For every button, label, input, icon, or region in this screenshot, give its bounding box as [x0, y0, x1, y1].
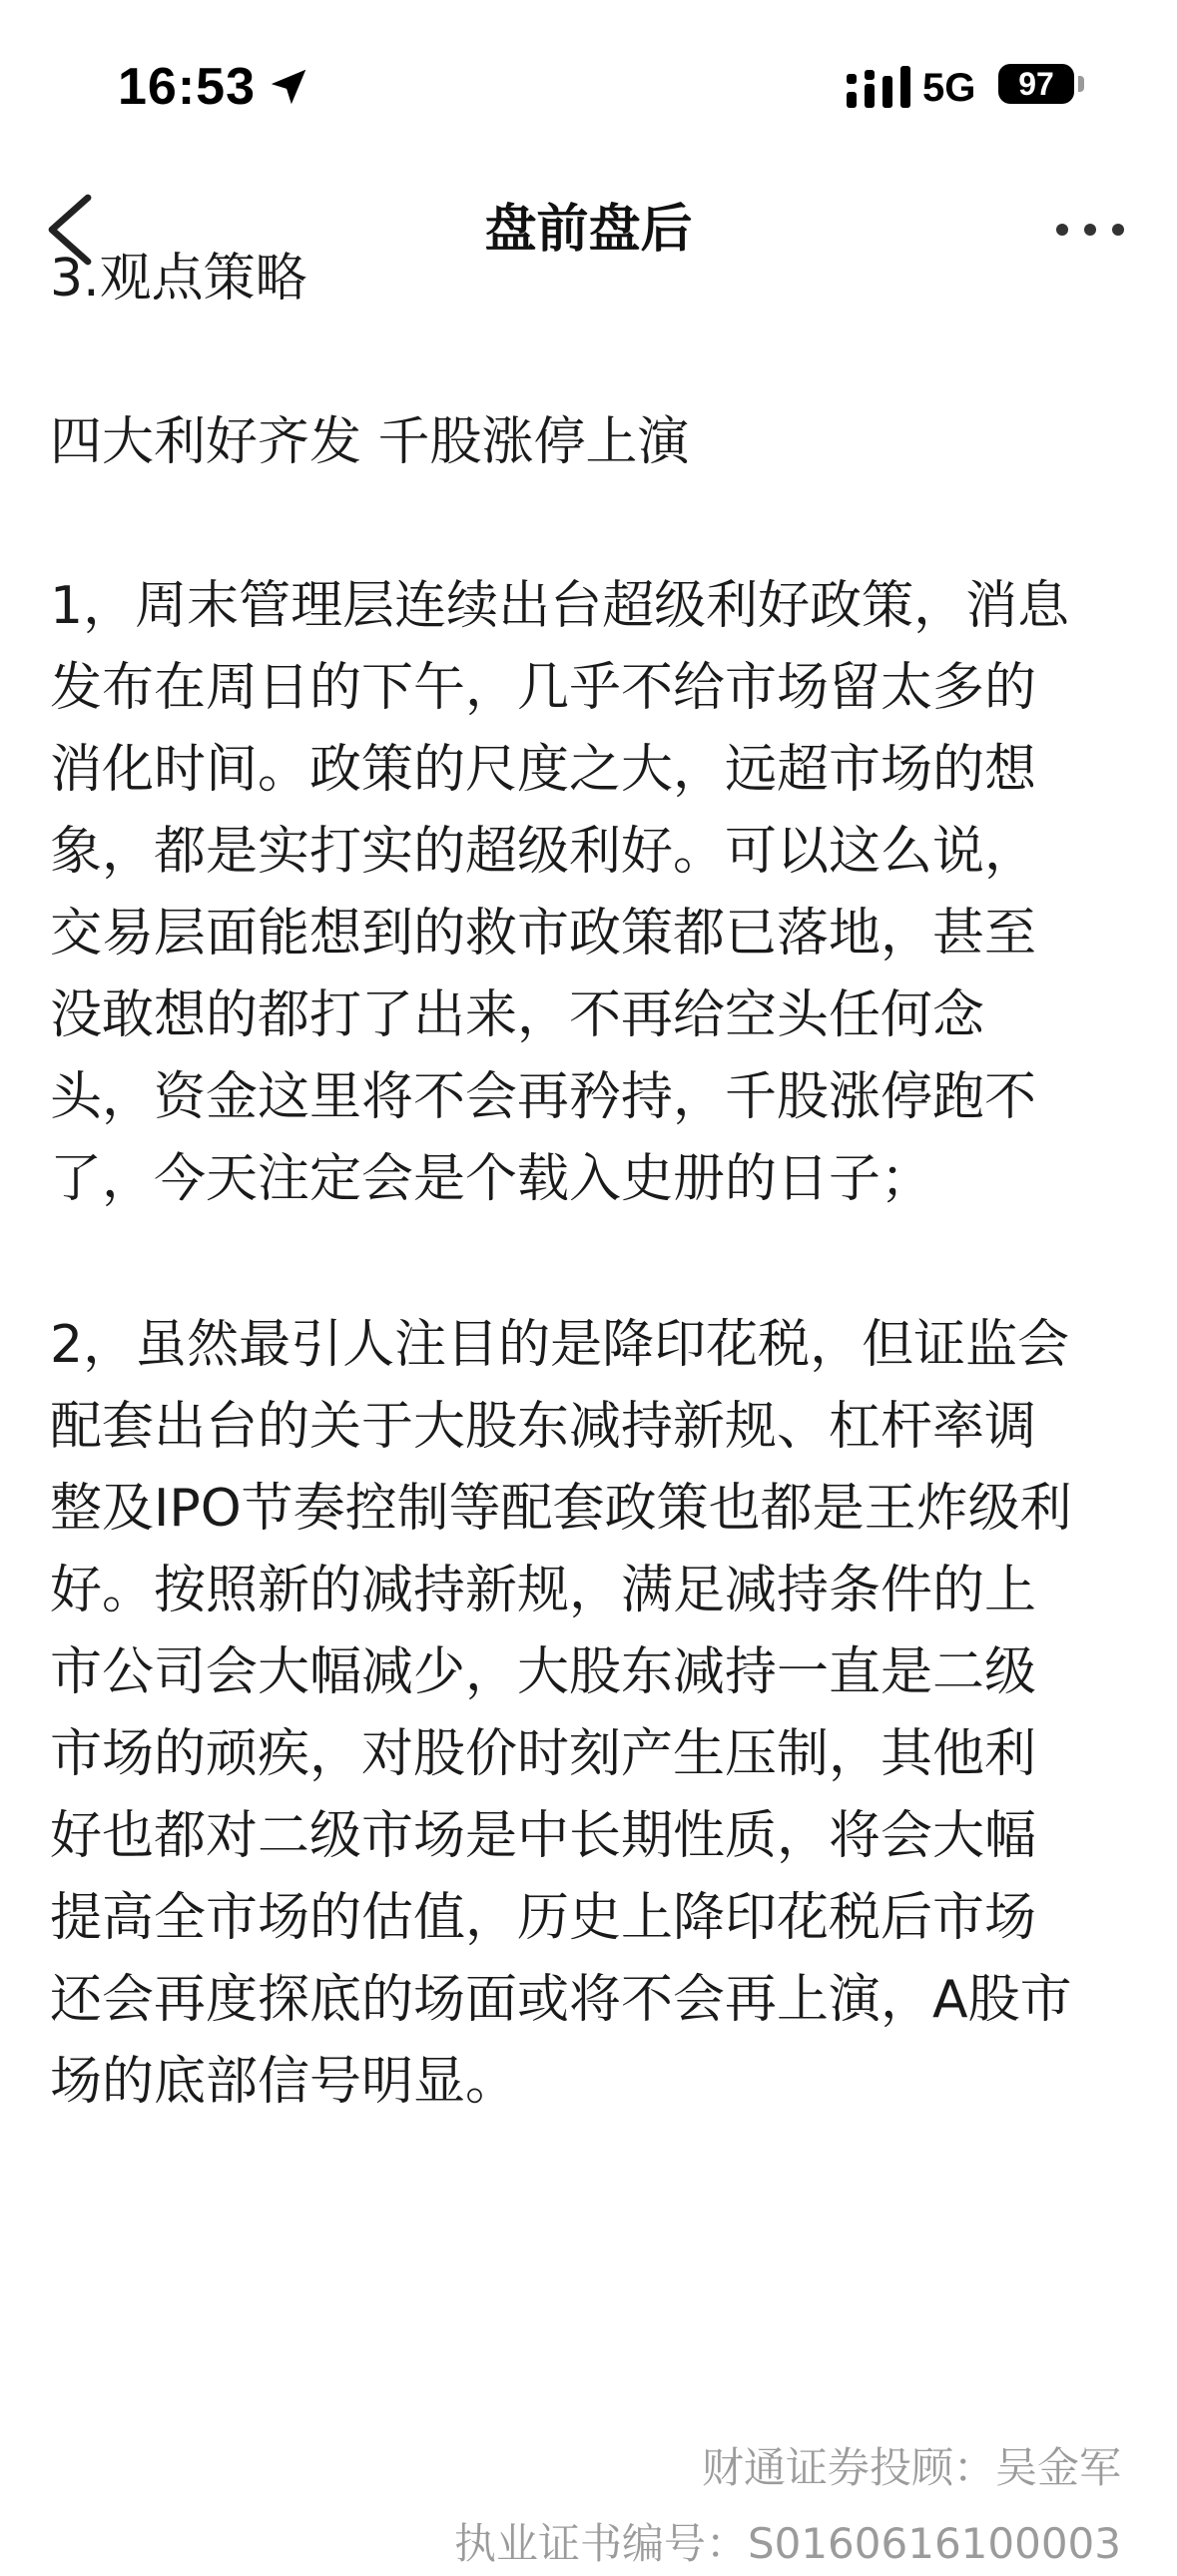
paragraph-line: 好也都对二级市场是中长期性质，将会大幅: [50, 1806, 1037, 1866]
paragraph-line: 好。按照新的减持新规，满足减持条件的上: [50, 1561, 1037, 1620]
paragraph-line: 还会再度探底的场面或将不会再上演，A股市: [50, 1970, 1072, 2030]
paragraph-line: 象，都是实打实的超级利好。可以这么说，: [50, 822, 1037, 882]
paragraph-line: 消化时间。政策的尺度之大，远超市场的想: [50, 740, 1037, 800]
paragraph-line: 没敢想的都打了出来，不再给空头任何念: [50, 985, 985, 1045]
paragraph-line: 整及IPO节奏控制等配套政策也都是王炸级利: [50, 1479, 1072, 1539]
paragraph-line: 市场的顽疾，对股价时刻产生压制，其他利: [50, 1724, 1037, 1784]
location-arrow-icon: [266, 64, 311, 110]
paragraph-line: 头，资金这里将不会再矜持，千股涨停跑不: [50, 1067, 1037, 1127]
battery-tip: [1078, 76, 1084, 92]
signal-icon: [847, 66, 910, 108]
article-body[interactable]: [0, 249, 1177, 2568]
paragraph-line: 市公司会大幅减少，大股东减持一直是二级: [50, 1642, 1037, 1702]
paragraph-line: 2，虽然最引人注目的是降印花税，但证监会: [50, 1315, 1070, 1375]
advisor-credit: 财通证券投顾：吴金军: [701, 2443, 1121, 2492]
page-title: 盘前盘后: [484, 200, 693, 260]
status-time: 16:53: [118, 58, 256, 116]
paragraph-line: 提高全市场的估值，历史上降印花税后市场: [50, 1888, 1037, 1948]
status-bar: [0, 0, 1177, 170]
battery-icon: 97: [998, 64, 1074, 104]
article-headline: 四大利好齐发 千股涨停上演: [50, 412, 690, 472]
license-number: 执业证书编号：S0160616100003: [453, 2519, 1121, 2568]
paragraph-line: 场的底部信号明显。: [50, 2052, 518, 2112]
more-options-icon[interactable]: [1052, 206, 1128, 254]
cut-off-section-label: 3.观点策略: [50, 249, 307, 309]
paragraph-2: [50, 1304, 1128, 2123]
network-type: 5G: [922, 66, 976, 110]
paragraph-line: 1，周末管理层连续出台超级利好政策，消息: [50, 576, 1070, 636]
paragraph-line: 发布在周日的下午，几乎不给市场留太多的: [50, 658, 1037, 718]
paragraph-line: 交易层面能想到的救市政策都已落地，甚至: [50, 904, 1037, 964]
paragraph-line: 配套出台的关于大股东减持新规、杠杆率调: [50, 1397, 1037, 1457]
paragraph-line: 了，今天注定会是个载入史册的日子；: [50, 1149, 933, 1209]
paragraph-1: [50, 565, 1128, 1220]
